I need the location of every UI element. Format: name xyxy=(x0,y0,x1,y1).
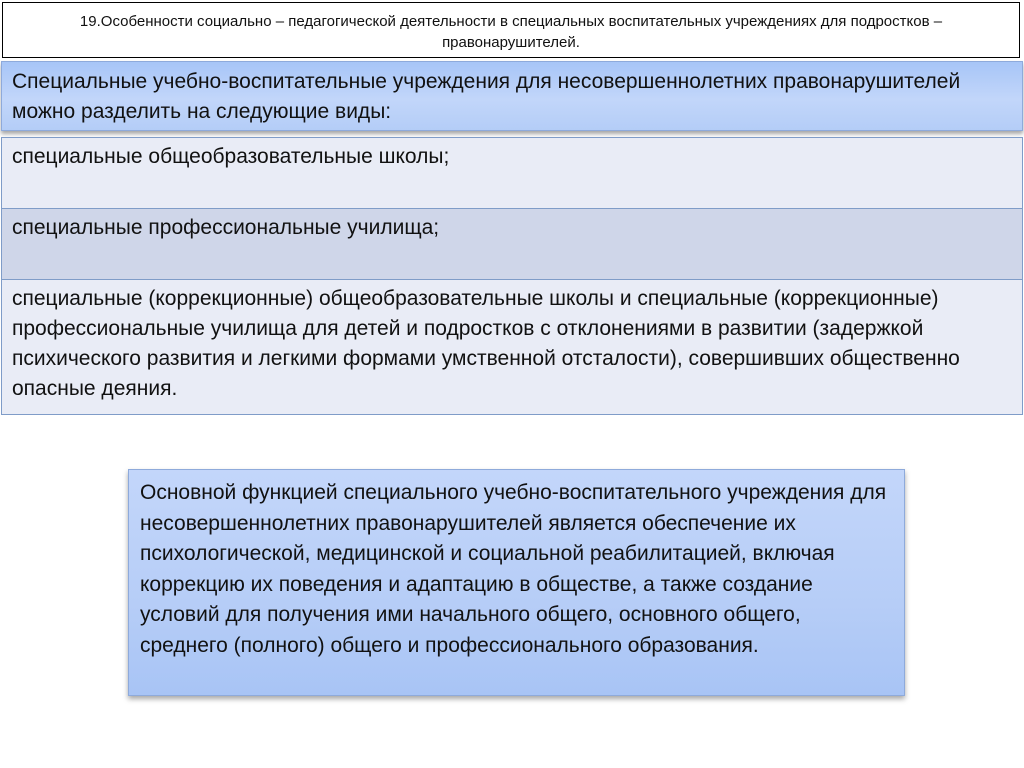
intro-text-box: Специальные учебно-воспитательные учреждения для несовершеннолетних правонарушителей можно разделить на следующие виды: xyxy=(1,61,1023,131)
institution-types-table xyxy=(1,137,1023,415)
institution-type-row: специальные общеобразовательные школы; xyxy=(2,138,1022,209)
slide-title: 19.Особенности социально – педагогической деятельности в специальных воспитательных учреждениях для подростков – правонарушителей. xyxy=(2,2,1020,58)
institution-type-row: специальные (коррекционные) общеобразовательные школы и специальные (коррекционные) профессиональные училища для детей и подростков с отклонениями в развитии (задержкой психического развития и легкими формами умственной отсталости), совершивших общественно опасные деяния. xyxy=(2,280,1022,414)
main-function-text-box: Основной функцией специального учебно-воспитательного учреждения для несовершеннолетних правонарушителей является обеспечение их психологической, медицинской и социальной реабилитацией, включая коррекцию их поведения и адаптацию в обществе, а также создание условий для получения ими начального общего, основного общего, среднего (полного) общего и профессионального образования. xyxy=(128,469,905,696)
institution-type-row: специальные профессиональные училища; xyxy=(2,209,1022,280)
